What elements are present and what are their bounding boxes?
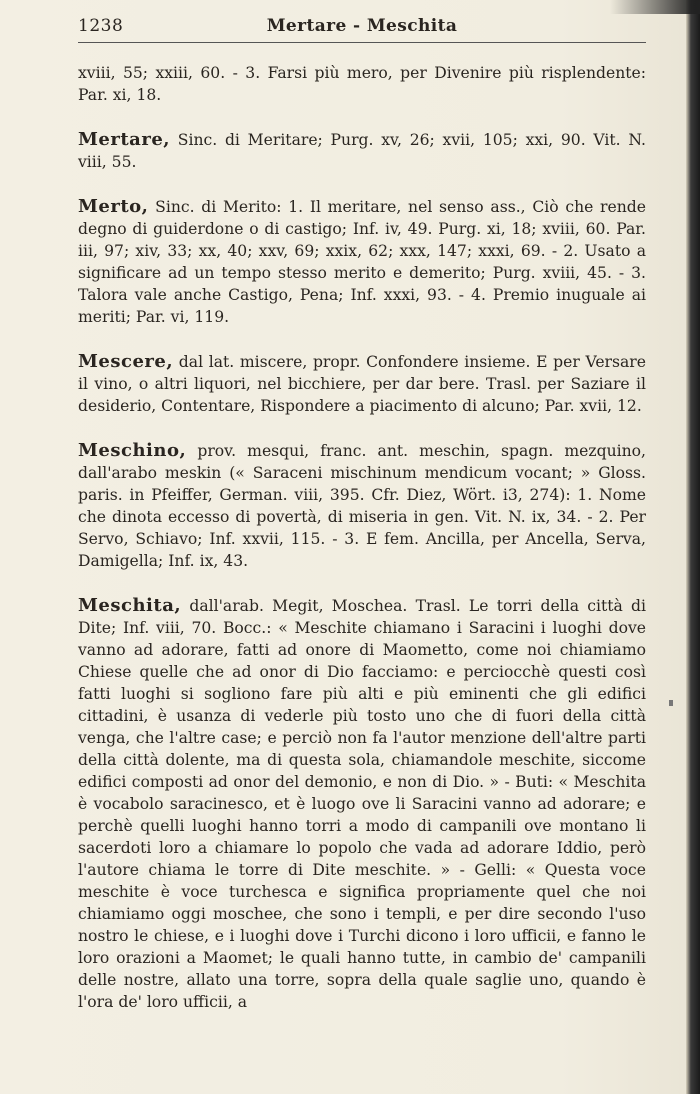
entry-meschita [78,595,646,1013]
entry-text: Sinc. di Merito: 1. Il meritare, nel senso ass., Ciò che rende degno di guiderdone o di castigo; Inf. iv, 49. Purg. xi, 18; xviii, 60. Par. iii, 97; xiv, 33; xx, 40; xxv, 69; xxix, 62; xxx, 147; xxxi, 69. - 2. Usato a significare ad un tempo stesso merito e demerito; Purg. xviii, 45. - 3. Talora vale anche Castigo, Pena; Inf. xxxi, 93. - 4. Premio inuguale ai meriti; Par. vi, 119. [78,198,646,326]
margin-mark [669,700,673,706]
page-edge-shadow [686,0,700,1094]
running-head: Mertare - Meschita [266,16,458,36]
entry-text: dal lat. miscere, propr. Confondere insieme. E per Versare il vino, o altri liquori, nel bicchiere, per dar bere. Trasl. per Saziare il desiderio, Contentare, Rispondere a piacimento di alcuno; Par. xvii, 12. [78,353,646,415]
entry-lemma: Meschita, [78,595,182,616]
entry-mertare [78,129,646,173]
entry-mescere [78,351,646,417]
page-header [78,12,646,42]
entry-text: prov. mesqui, franc. ant. meschin, spagn. mezquino, dall'arabo meskin (« Saraceni mischinum mendicum vocant; » Gloss. paris. in Pfeiffer, German. viii, 395. Cfr. Diez, Wört. i3, 274): 1. Nome che dinota eccesso di povertà, di miseria in gen. Vit. N. ix, 34. - 2. Per Servo, Schiavo; Inf. xxvii, 115. - 3. E fem. Ancilla, per Ancella, Serva, Damigella; Inf. ix, 43. [78,442,646,570]
entry-text: xviii, 55; xxiii, 60. - 3. Farsi più mero, per Divenire più risplendente: Par. xi, 18. [78,64,646,104]
entry-meschino [78,440,646,572]
header-rule [78,42,646,43]
page-number: 1238 [78,16,124,36]
dictionary-entries [78,62,646,1036]
entry-merto [78,196,646,328]
entry-lemma: Merto, [78,196,149,217]
entry-lemma: Mertare, [78,129,171,150]
entry-continuation [78,62,646,106]
entry-text: dall'arab. Megit, Moschea. Trasl. Le torri della città di Dite; Inf. viii, 70. Bocc.: « Meschite chiamano i Saracini i luoghi dove vanno ad adorare, fatti ad onore di Maometto, come noi chiamiamo Chiese quelle che ad onor di Dio facciamo: e perciocchè questi così fatti luoghi si sogliono fare più alti e più eminenti che gli edifici cittadini, è usanza di vederle più tosto uno che di fuori della città venga, che l'altre case; e perciò non fa l'autor menzione dell'altre parti della città dolente, ma di questa sola, chiamandole meschite, siccome edifici composti ad onor del demonio, e non di Dio. » - Buti: « Meschita è vocabolo saracinesco, et è luogo ove li Saracini vanno ad adorare; e perchè quelli luoghi hanno torri a modo di campanili ove montano li sacerdoti loro a chiamare lo popolo che vada ad adorare Iddio, però l'autore chiama le torre di Dite meschite. » - Gelli: « Questa voce meschite è voce turchesca e significa propriamente quel che noi chiamiamo oggi moschee, che sono i templi, e per dire secondo l'uso nostro le chiese, e i luoghi dove i Turchi dicono i loro ufficii, e fanno le loro orazioni a Maomet; le quali hanno tutte, in cambio de' campanili delle nostre, allato una torre, sopra della quale saglie uno, quando è l'ora de' loro ufficii, a [78,597,646,1011]
entry-lemma: Mescere, [78,351,174,372]
entry-lemma: Meschino, [78,440,187,461]
entry-text: Sinc. di Meritare; Purg. xv, 26; xvii, 105; xxi, 90. Vit. N. viii, 55. [78,131,646,171]
